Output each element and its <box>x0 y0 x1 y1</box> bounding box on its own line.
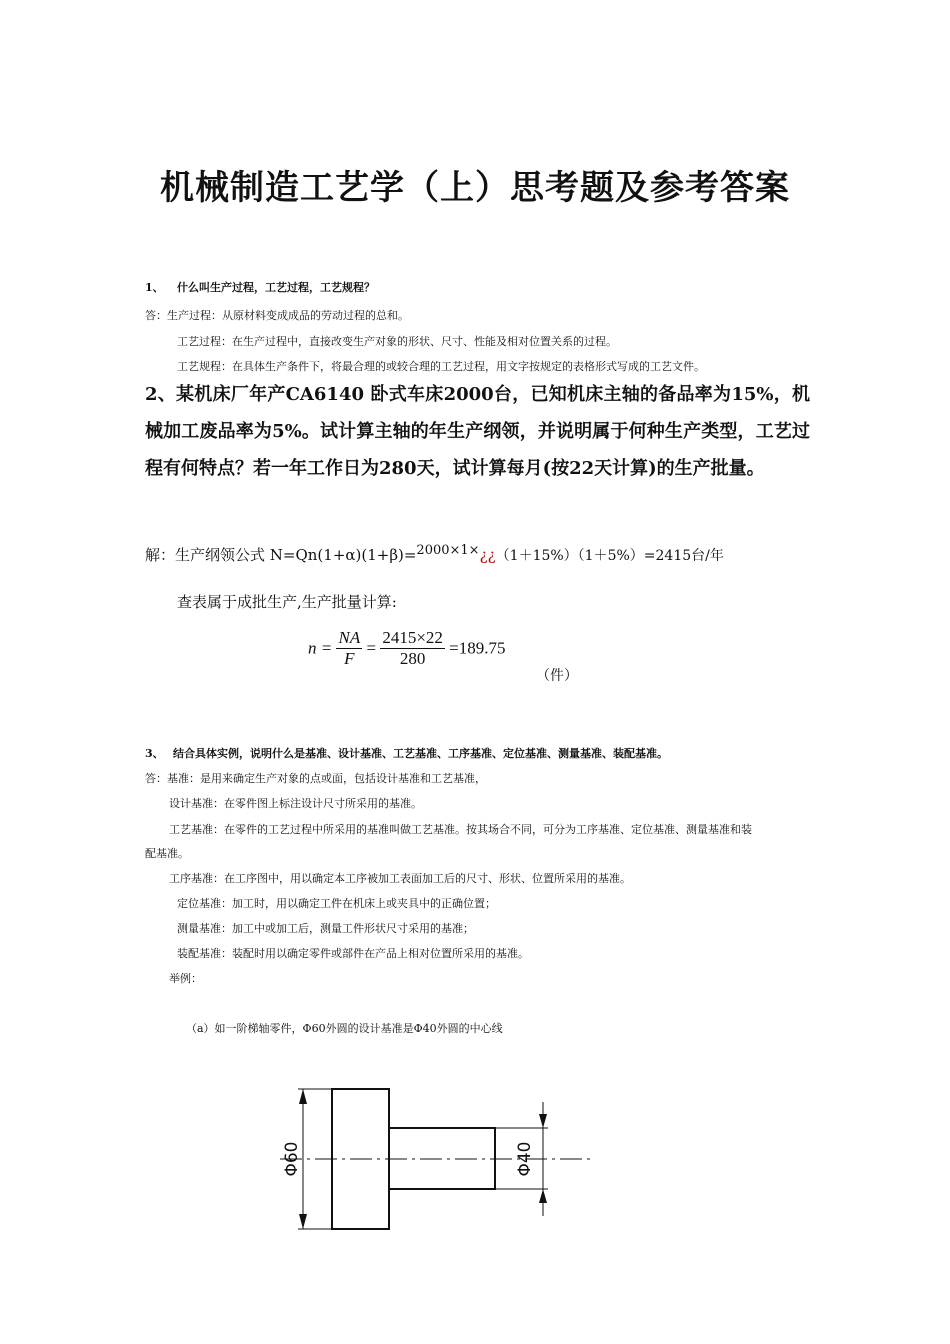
q3-example-label: 举例： <box>169 972 202 985</box>
q1-answer-3: 工艺规程：在具体生产条件下，将最合理的或较合理的工艺过程，用文字按规定的表格形式写成的工艺文件。 <box>177 360 705 373</box>
dim-label-60: Φ60 <box>282 1141 302 1177</box>
q3-number: 3、 <box>145 747 164 760</box>
dim-label-40: Φ40 <box>515 1141 535 1177</box>
stepped-shaft-drawing <box>270 1080 600 1240</box>
q1-answer-1: 答：生产过程：从原材料变成成品的劳动过程的总和。 <box>145 309 409 322</box>
q3-answer-1: 答：基准：是用来确定生产对象的点或面，包括设计基准和工艺基准， <box>145 772 486 785</box>
q1-number: 1、 <box>145 281 164 294</box>
q2-question: 2、某机床厂年产CA6140 卧式车床2000台，已知机床主轴的备品率为15%，机械加工废品率为5%。试计算主轴的年生产纲领，并说明属于何种生产类型，工艺过程有何特点？若一年工作日为280天，试计算每月(按22天计算)的生产批量。 <box>145 384 810 479</box>
eq-f1-num: NA <box>338 628 361 647</box>
page-title: 机械制造工艺学（上）思考题及参考答案 <box>160 168 790 208</box>
q1-answer-2: 工艺过程：在生产过程中，直接改变生产对象的形状、尺寸、性能及相对位置关系的过程。 <box>177 335 617 348</box>
q2-batch-line: 查表属于成批生产,生产批量计算: <box>177 593 397 611</box>
q3-answer-4: 工序基准：在工序图中，用以确定本工序被加工表面加工后的尺寸、形状、位置所采用的基准。 <box>169 872 631 885</box>
q3-answer-6: 测量基准：加工中或加工后，测量工件形状尺寸采用的基准； <box>177 922 474 935</box>
eq-result: =189.75 <box>449 638 506 658</box>
q3-question: 结合具体实例，说明什么是基准、设计基准、工艺基准、工序基准、定位基准、测量基准、装配基准。 <box>173 747 668 760</box>
eq-unit: （件） <box>536 668 578 684</box>
q2-equation <box>308 628 506 669</box>
q3-answer-3: 工艺基准：在零件的工艺过程中所采用的基准叫做工艺基准。按其场合不同，可分为工序基准、定位基准、测量基准和装 <box>169 823 752 836</box>
q3-example-a: （a）如一阶梯轴零件，Φ60外圆的设计基准是Φ40外圆的中心线 <box>186 1022 503 1035</box>
q2-solution-line <box>145 544 724 565</box>
q3-answer-7: 装配基准：装配时用以确定零件或部件在产品上相对位置所采用的基准。 <box>177 947 529 960</box>
arrow-60-top <box>299 1089 307 1104</box>
eq-f1-den: F <box>344 649 355 668</box>
arrow-40-bottom <box>539 1189 547 1203</box>
eq-f2-den: 280 <box>399 649 426 668</box>
arrow-60-bottom <box>299 1214 307 1229</box>
q2-solution-mark: ¿¿ <box>479 546 496 564</box>
eq-fraction-2 <box>380 628 445 669</box>
eq-fraction-1 <box>336 628 362 669</box>
q3-answer-3b: 配基准。 <box>145 847 189 860</box>
q2-solution-prefix: 解：生产纲领公式 N=Qn(1+α)(1+β)= <box>145 546 417 564</box>
q2-solution-suffix: （1＋15%）（1＋5%）=2415台/年 <box>495 548 724 564</box>
q3-answer-5: 定位基准：加工时，用以确定工件在机床上或夹具中的正确位置； <box>177 897 496 910</box>
eq-equals: = <box>366 638 377 658</box>
q3-answer-2: 设计基准：在零件图上标注设计尺寸所采用的基准。 <box>169 797 422 810</box>
eq-f2-num: 2415×22 <box>382 628 443 647</box>
eq-lhs: n = <box>308 638 333 658</box>
q1-question: 什么叫生产过程，工艺过程，工艺规程？ <box>177 281 375 294</box>
q2-solution-mid: 2000×1× <box>416 543 480 558</box>
arrow-40-top <box>539 1114 547 1128</box>
